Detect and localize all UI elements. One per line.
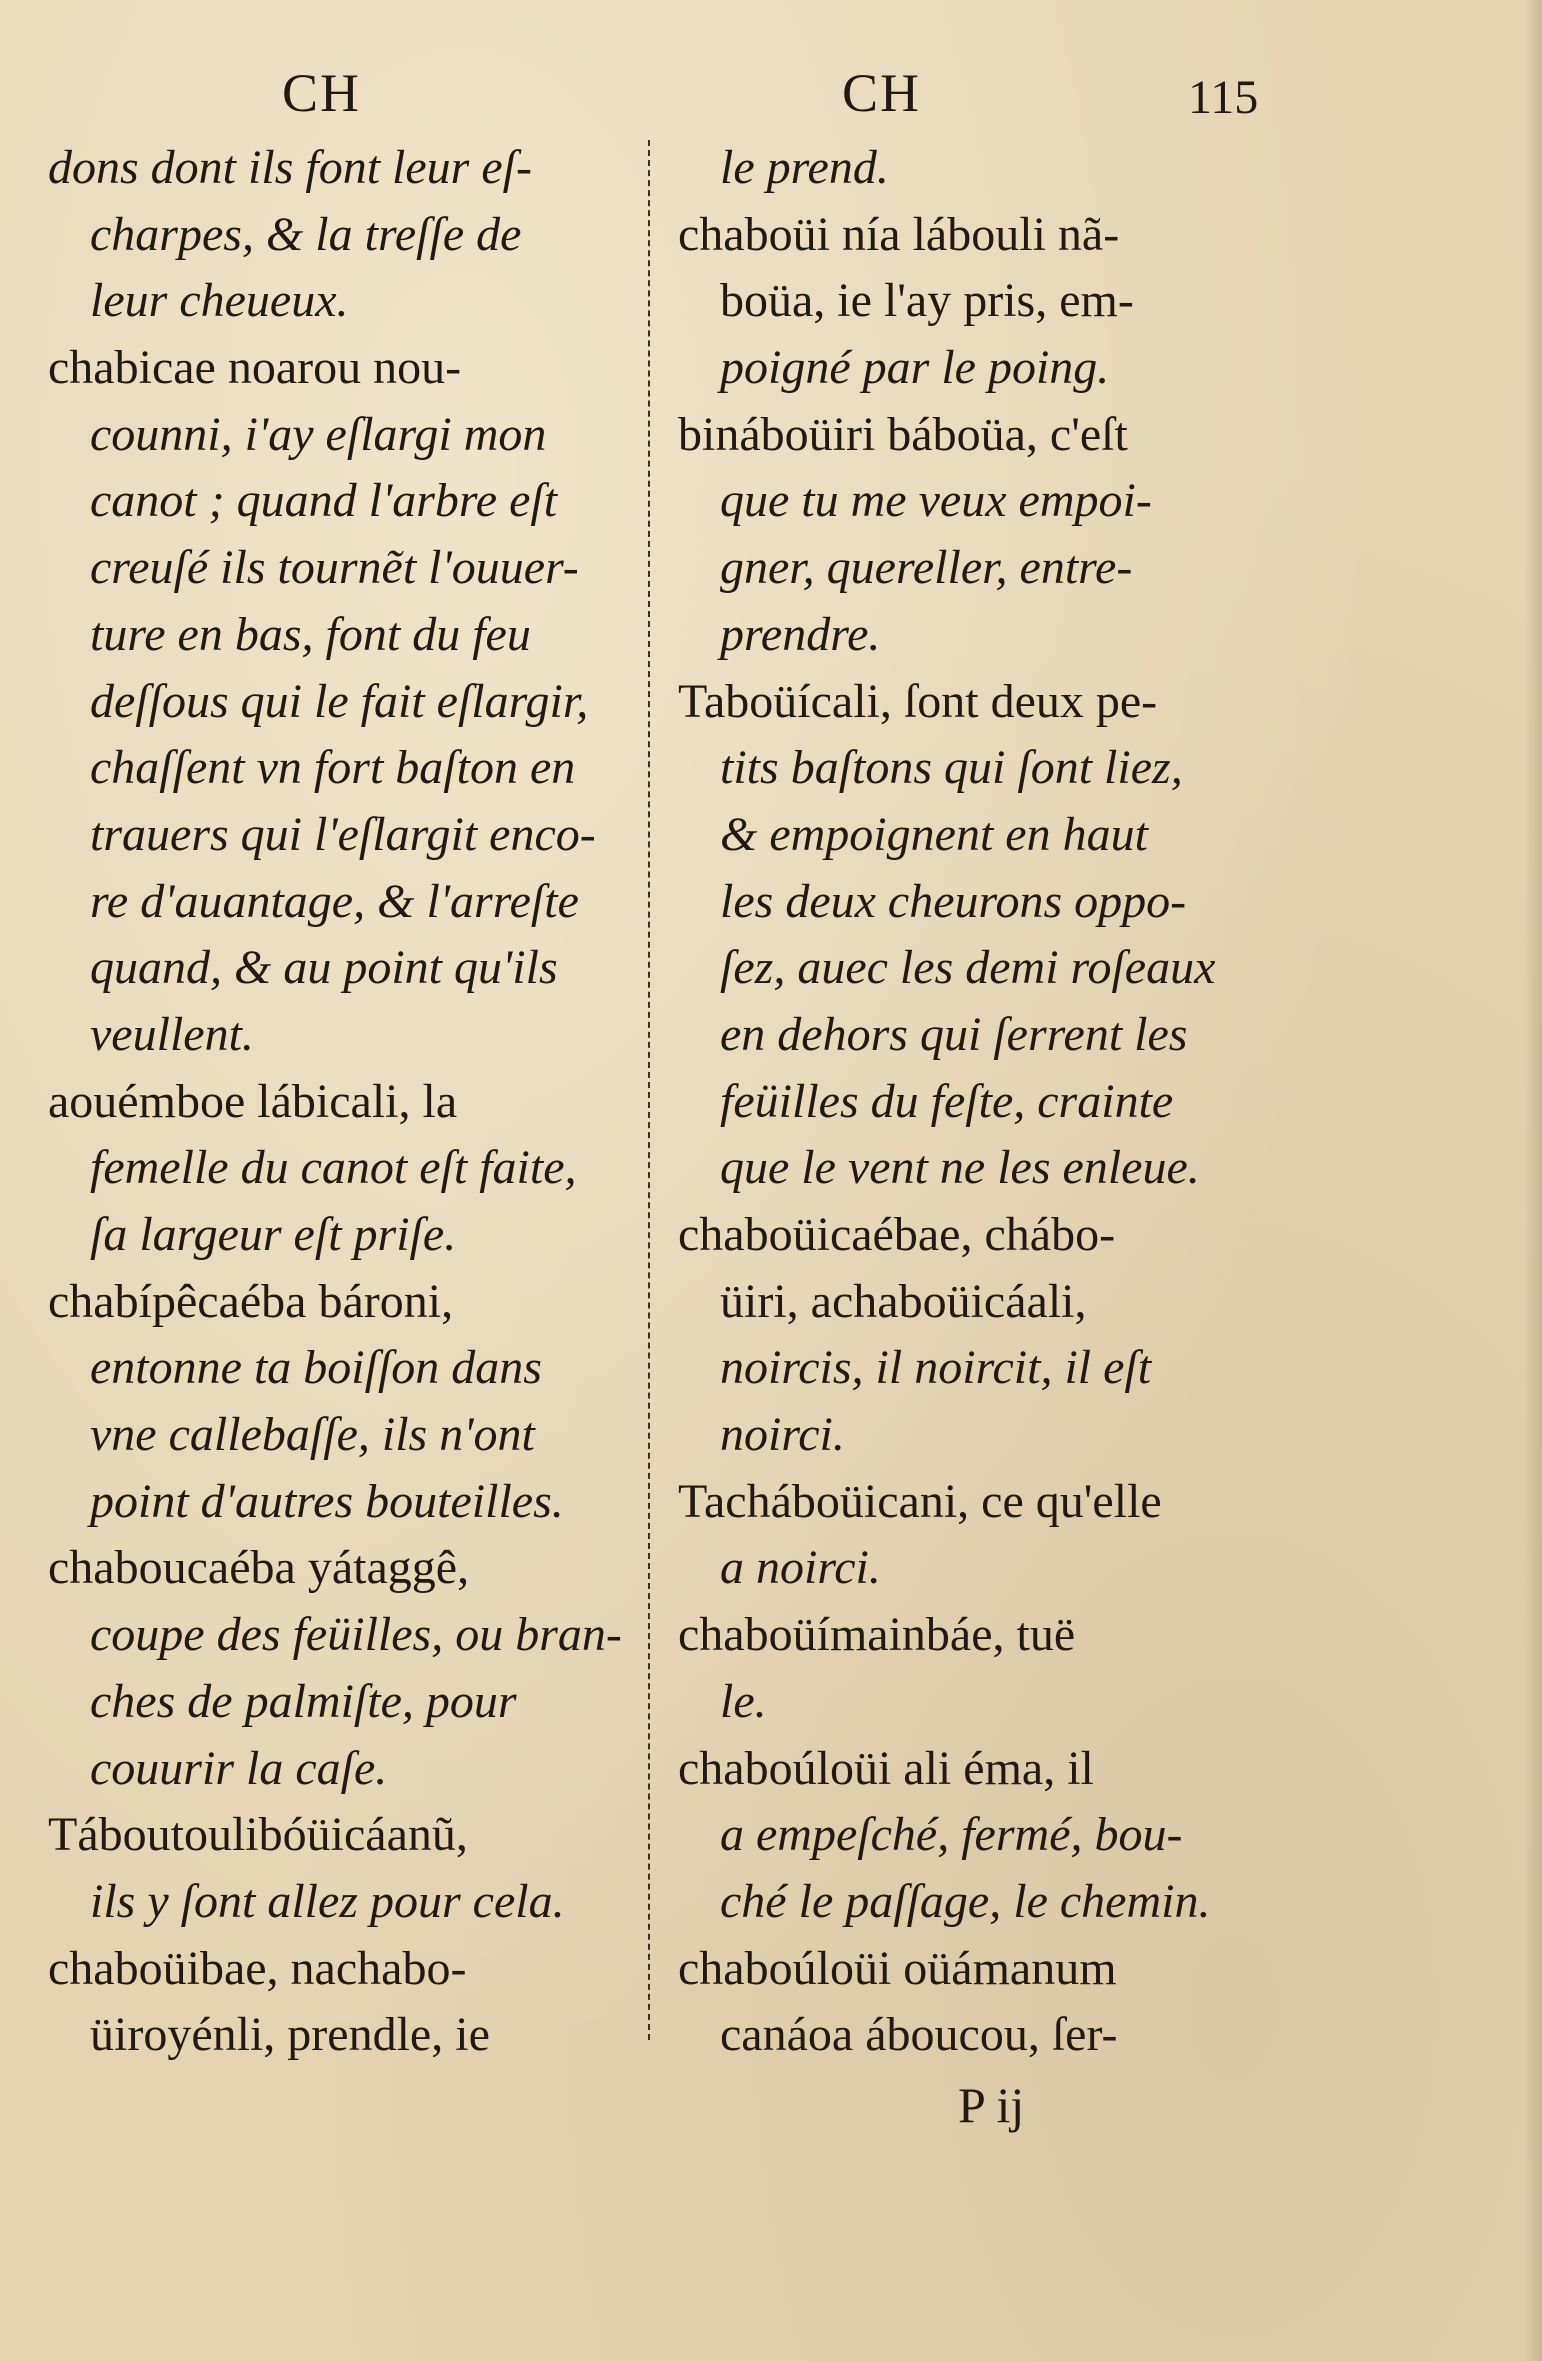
text-line: chabípêcaéba bároni, xyxy=(48,1274,454,1328)
text-line: ſez, auec les demi roſeaux xyxy=(720,941,1216,995)
text-line: bináboüiri báboüa, c'eſt xyxy=(678,407,1128,461)
text-line: üiri, achaboüicáali, xyxy=(720,1274,1087,1328)
text-line: canot ; quand l'arbre eſt xyxy=(90,474,558,528)
text-line: femelle du canot eſt faite, xyxy=(90,1141,577,1195)
text-line: noirci. xyxy=(720,1408,845,1462)
text-line: chaboúloüi oüámanum xyxy=(678,1941,1117,1995)
text-line: aouémboe lábicali, la xyxy=(48,1074,458,1128)
text-line: vne callebaſſe, ils n'ont xyxy=(90,1408,535,1462)
text-line: poigné par le poing. xyxy=(720,341,1110,395)
text-line: en dehors qui ſerrent les xyxy=(720,1007,1188,1061)
text-line: chaboucaéba yátaggê, xyxy=(48,1541,470,1595)
text-line: ils y ſont allez pour cela. xyxy=(90,1874,565,1928)
text-line: gner, quereller, entre- xyxy=(720,541,1133,595)
text-line: chaboüi nía lábouli nã- xyxy=(678,207,1120,261)
text-line: le. xyxy=(720,1674,767,1728)
text-line: chaſſent vn fort baſton en xyxy=(90,741,576,795)
header-left-letters: CH xyxy=(282,63,362,123)
text-line: canáoa áboucou, ſer- xyxy=(720,2008,1118,2062)
text-line: creuſé ils tournẽt l'ouuer- xyxy=(90,541,579,595)
text-line: a empeſché, fermé, bou- xyxy=(720,1808,1183,1862)
text-line: que le vent ne les enleue. xyxy=(720,1141,1200,1195)
text-line: les deux cheurons oppo- xyxy=(720,874,1187,928)
text-line: entonne ta boiſſon dans xyxy=(90,1341,542,1395)
left-column xyxy=(48,135,630,2069)
text-line: tits baſtons qui ſont liez, xyxy=(720,741,1183,795)
text-line: Taboüícali, ſont deux pe- xyxy=(678,674,1158,728)
running-header xyxy=(0,62,1542,132)
text-line: chaboüibae, nachabo- xyxy=(48,1941,467,1995)
text-line: leur cheueux. xyxy=(90,274,349,328)
text-line: ché le paſſage, le chemin. xyxy=(720,1874,1211,1928)
text-line: que tu me veux empoi- xyxy=(720,474,1152,528)
text-line: boüa, ie l'ay pris, em- xyxy=(720,274,1134,328)
text-line: point d'autres bouteilles. xyxy=(90,1474,564,1528)
text-line: chaboúloüi ali éma, il xyxy=(678,1741,1094,1795)
right-column xyxy=(678,135,1270,2069)
column-divider xyxy=(648,140,650,2040)
text-line: charpes, & la treſſe de xyxy=(90,207,522,261)
text-line: dons dont ils font leur eſ- xyxy=(48,141,532,194)
text-line: chaboüicaébae, chábo- xyxy=(678,1208,1116,1261)
text-line: quand, & au point qu'ils xyxy=(90,941,558,995)
text-line: trauers qui l'eſlargit enco- xyxy=(90,807,596,861)
text-line: re d'auantage, & l'arreſte xyxy=(90,874,579,928)
text-line: chaboüímainbáe, tuë xyxy=(678,1608,1076,1662)
text-line: a noirci. xyxy=(720,1541,881,1595)
text-line: deſſous qui le fait eſlargir, xyxy=(90,674,589,728)
page-number: 115 xyxy=(1188,71,1259,124)
text-line: counni, i'ay eſlargi mon xyxy=(90,407,547,461)
text-line: üiroyénli, prendle, ie xyxy=(90,2008,490,2062)
text-line: ture en bas, font du feu xyxy=(90,607,531,661)
text-line: le prend. xyxy=(720,141,889,194)
text-line: Tacháboüicani, ce qu'elle xyxy=(678,1474,1162,1528)
text-line: ſa largeur eſt priſe. xyxy=(90,1208,457,1261)
text-line: feüilles du feſte, crainte xyxy=(720,1074,1174,1128)
text-line: prendre. xyxy=(720,607,881,661)
text-line: ches de palmiſte, pour xyxy=(90,1674,517,1728)
text-line: veullent. xyxy=(90,1007,254,1061)
text-line: couurir la caſe. xyxy=(90,1741,388,1795)
text-line: coupe des feüilles, ou bran- xyxy=(90,1608,622,1662)
text-line: & empoignent en haut xyxy=(720,807,1148,861)
text-line: noircis, il noircit, il eſt xyxy=(720,1341,1152,1395)
text-line: Táboutoulibóüicáanũ, xyxy=(48,1808,468,1862)
text-line: chabicae noarou nou- xyxy=(48,341,462,395)
header-right-letters: CH xyxy=(842,63,922,123)
printer-signature-mark: P ij xyxy=(958,2077,1025,2133)
